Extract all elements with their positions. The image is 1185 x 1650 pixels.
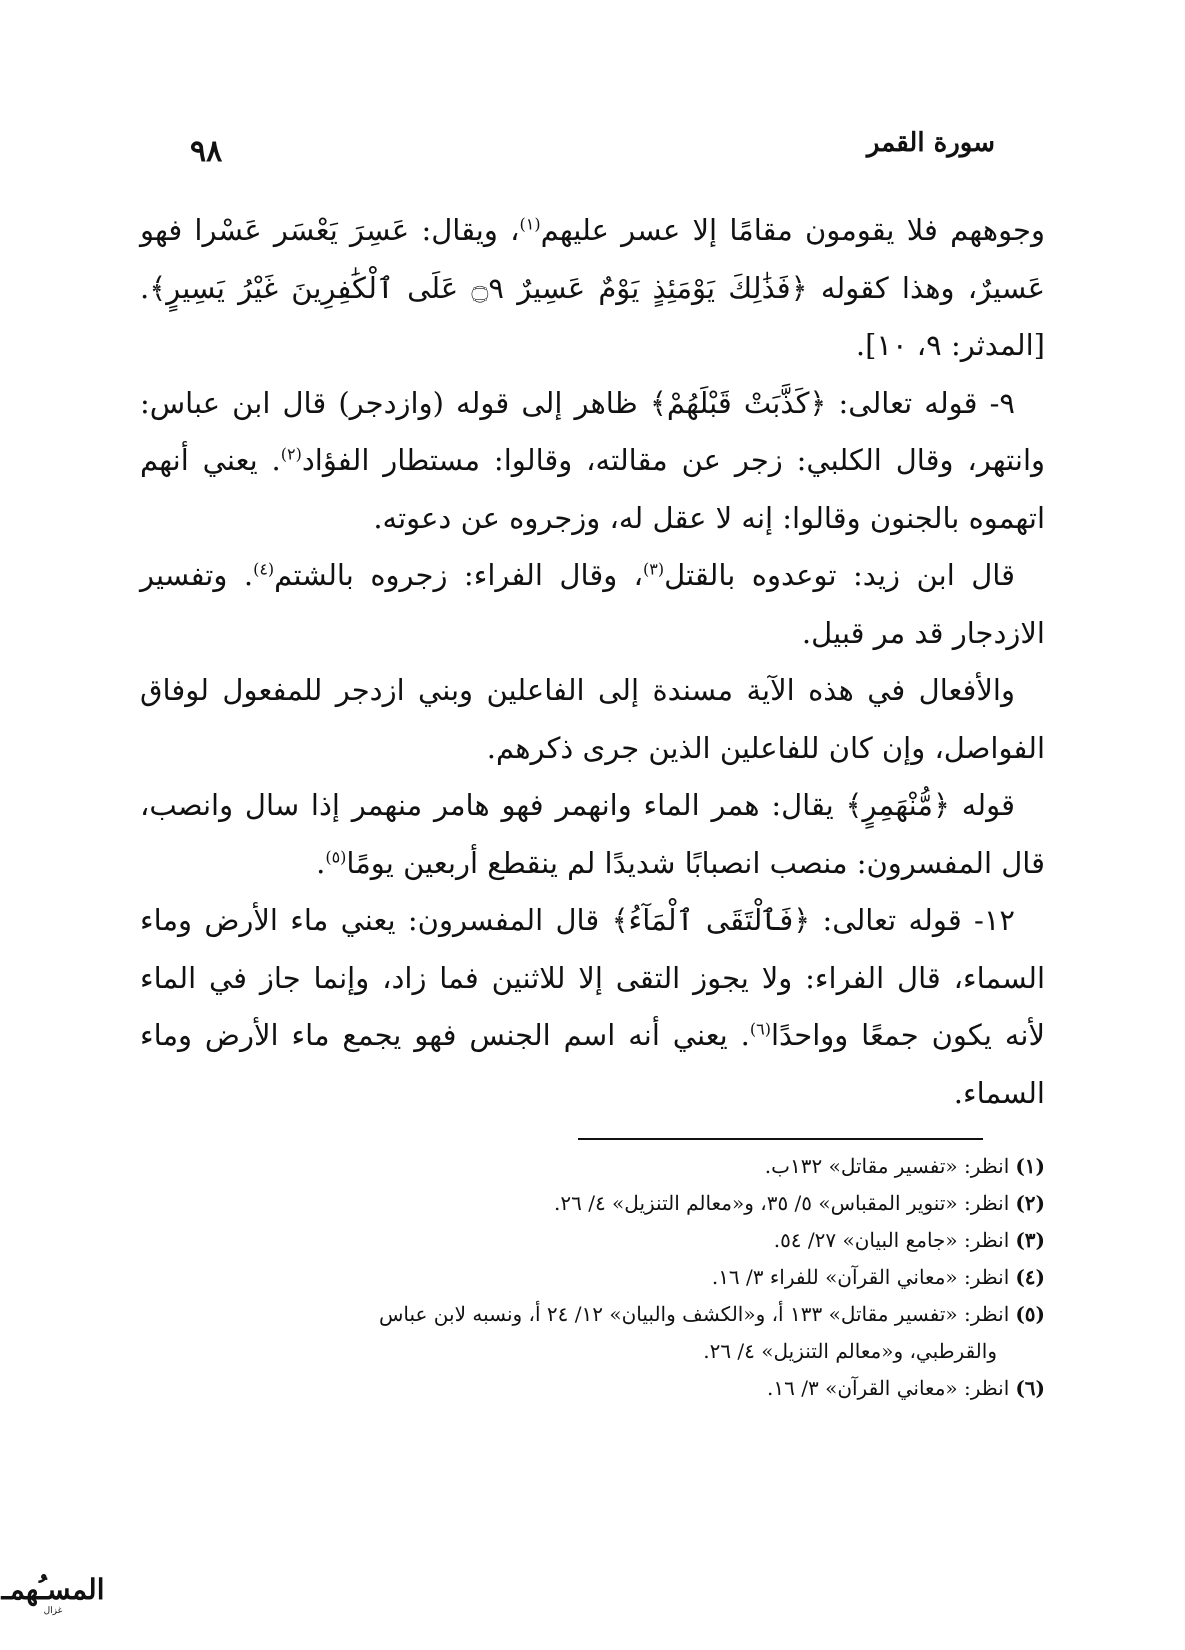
footnote-text: انظر: «جامع البيان» ٢٧/ ٥٤. [773,1228,1010,1252]
footnote-ref: (٣) [643,559,665,579]
text-run: . يعني أنه اسم الجنس فهو يجمع ماء الأرض وماء السماء. [140,1018,1045,1110]
text-run: وجوههم فلا يقومون مقامًا إلا عسر عليهم [540,213,1045,247]
footnote-text: انظر: «معاني القرآن» ٣/ ١٦. [767,1376,1010,1400]
footnote-1 [140,1148,1045,1185]
footnote-4 [140,1259,1045,1296]
paragraph-1 [140,202,1045,375]
logo-subtext: غزال [43,1606,63,1616]
footnote-continuation: والقرطبي، و«معالم التنزيل» ٤/ ٢٦. [703,1339,997,1363]
text-run: . [316,845,326,880]
logo-calligraphy: المسـُهمـ [1,1573,105,1606]
main-text [140,202,1045,1122]
text-run: . وتفسير الازدجار قد مر قبيل. [140,558,1045,650]
paragraph-6 [140,892,1045,1122]
footnote-ref: (٥) [325,846,347,866]
footnote-text: انظر: «تنوير المقباس» ٥/ ٣٥، و«معالم التنزيل» ٤/ ٢٦. [554,1191,1010,1215]
footnote-3 [140,1222,1045,1259]
footnote-text: انظر: «معاني القرآن» للفراء ٣/ ١٦. [711,1265,1010,1289]
footnote-6 [140,1370,1045,1407]
text-run: ٩- قوله تعالى: ﴿كَذَّبَتْ قَبْلَهُمْ﴾ ظاهر إلى قوله (وازدجر) قال ابن عباس: وانتهر، وقال الكلبي: زجر عن مقالته، وقالوا: مستطار الفؤاد [140,385,1045,477]
footnotes [140,1148,1045,1407]
paragraph-2 [140,375,1045,548]
paragraph-5 [140,777,1045,892]
footnote-ref: (٤) [253,559,275,579]
footnote-number: (٥) [1015,1302,1045,1326]
text-run: ١٢- قوله تعالى: ﴿فَٱلْتَقَى ٱلْمَآءُ﴾ قال المفسرون: يعني ماء الأرض وماء السماء، قال الفراء: ولا يجوز التقى إلا للاثنين فما زاد، وإنما جاز في الماء لأنه يكون جمعًا وواحدًا [140,903,1046,1052]
footnote-2 [140,1185,1045,1222]
footnote-text: انظر: «تفسير مقاتل» ١٣٣ أ، و«الكشف والبيان» ١٢/ ٢٤ أ، ونسبه لابن عباس [378,1302,1010,1326]
text-run: ، وقال الفراء: زجروه بالشتم [274,558,644,592]
footnote-ref: (١) [519,214,541,234]
footnote-text: انظر: «تفسير مقاتل» ١٣٢ب. [764,1154,1010,1178]
text-run: قوله ﴿مُّنْهَمِرٍ﴾ يقال: همر الماء وانهمر فهو هامر منهمر إذا سال وانصب، قال المفسرون: منصب انصبابًا شديدًا لم ينقطع أربعين يومًا [140,788,1045,880]
publisher-logo [1,1566,105,1626]
paragraph-4: والأفعال في هذه الآية مسندة إلى الفاعلين وبني ازدجر للمفعول لوفاق الفواصل، وإن كان للفاعلين الذين جرى ذكرهم. [140,673,1045,765]
text-run: قال ابن زيد: توعدوه بالقتل [664,558,1015,592]
page-number: ٩٨ [190,134,223,169]
footnote-ref: (٦) [749,1019,771,1039]
paragraph-3 [140,547,1045,662]
running-title: سورة القمر [866,128,995,158]
page-header [190,128,995,188]
footnote-number: (٣) [1015,1228,1045,1252]
footnote-5 [140,1296,1045,1370]
footnote-number: (١) [1015,1154,1045,1178]
text-run: ، ويقال: عَسِرَ يَعْسَر عَسْرا فهو عَسيرٌ، وهذا كقوله ﴿فَذَٰلِكَ يَوْمَئِذٍ يَوْمٌ عَسِيرٌ ۝٩ عَلَى ٱلْكَٰفِرِينَ غَيْرُ يَسِيرٍ﴾. [المدثر: ٩، ١٠]. [140,213,1045,362]
footnote-ref: (٢) [280,444,302,464]
footnote-number: (٤) [1015,1265,1045,1289]
text-run: . يعني أنهم اتهموه بالجنون وقالوا: إنه لا عقل له، وزجروه عن دعوته. [140,443,1045,535]
footnote-divider [578,1138,983,1140]
footnote-number: (٢) [1015,1191,1045,1215]
footnote-number: (٦) [1015,1376,1045,1400]
